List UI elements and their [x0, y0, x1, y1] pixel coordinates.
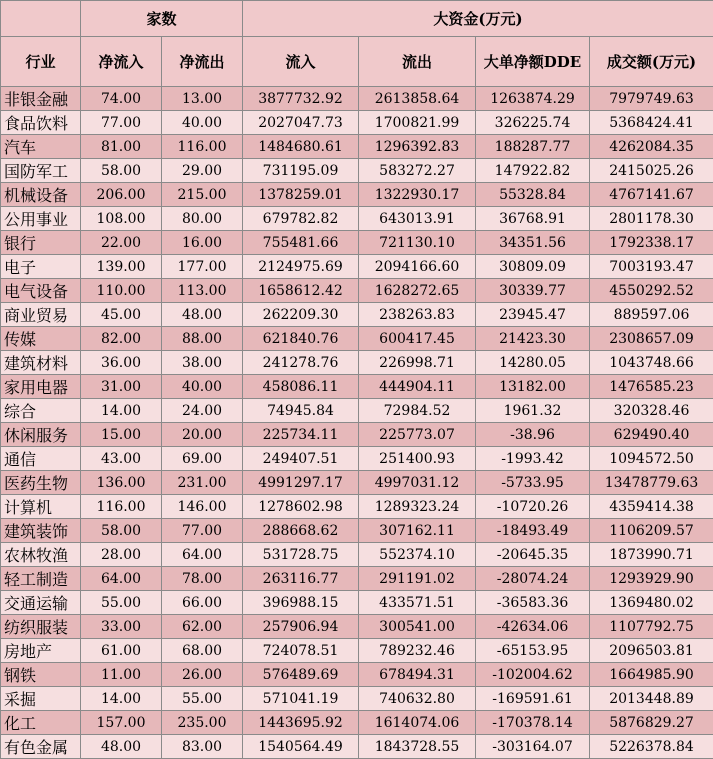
cell-outflow: 300541.00: [359, 615, 476, 639]
cell-industry: 通信: [1, 447, 81, 471]
header-group-row: [1, 1, 713, 37]
cell-turnover: 1664985.90: [590, 663, 713, 687]
cell-turnover: 889597.06: [590, 303, 713, 327]
cell-dde: 13182.00: [476, 375, 590, 399]
cell-inflow: 241278.76: [243, 351, 359, 375]
cell-net-out: 235.00: [162, 711, 243, 735]
column-header-net-in: 净流入: [81, 37, 162, 87]
cell-net-out: 116.00: [162, 135, 243, 159]
cell-outflow: 600417.45: [359, 327, 476, 351]
table-row: [1, 231, 713, 255]
cell-net-out: 88.00: [162, 327, 243, 351]
cell-inflow: 1443695.92: [243, 711, 359, 735]
cell-net-in: 136.00: [81, 471, 162, 495]
cell-outflow: 225773.07: [359, 423, 476, 447]
table-row: [1, 279, 713, 303]
cell-net-in: 82.00: [81, 327, 162, 351]
cell-inflow: 531728.75: [243, 543, 359, 567]
cell-outflow: 1843728.55: [359, 735, 476, 759]
column-header-outflow: 流出: [359, 37, 476, 87]
cell-dde: -303164.07: [476, 735, 590, 759]
cell-dde: 147922.82: [476, 159, 590, 183]
cell-outflow: 2094166.60: [359, 255, 476, 279]
cell-net-in: 77.00: [81, 111, 162, 135]
cell-industry: 食品饮料: [1, 111, 81, 135]
cell-dde: -18493.49: [476, 519, 590, 543]
cell-turnover: 320328.46: [590, 399, 713, 423]
cell-net-out: 77.00: [162, 519, 243, 543]
cell-inflow: 257906.94: [243, 615, 359, 639]
cell-industry: 计算机: [1, 495, 81, 519]
cell-inflow: 225734.11: [243, 423, 359, 447]
cell-dde: -65153.95: [476, 639, 590, 663]
cell-inflow: 3877732.92: [243, 87, 359, 111]
cell-net-out: 83.00: [162, 735, 243, 759]
cell-net-in: 157.00: [81, 711, 162, 735]
cell-net-out: 24.00: [162, 399, 243, 423]
cell-net-out: 38.00: [162, 351, 243, 375]
table-row: [1, 399, 713, 423]
cell-industry: 农林牧渔: [1, 543, 81, 567]
cell-turnover: 1107792.75: [590, 615, 713, 639]
table-row: [1, 447, 713, 471]
cell-industry: 纺织服装: [1, 615, 81, 639]
cell-outflow: 643013.91: [359, 207, 476, 231]
cell-industry: 银行: [1, 231, 81, 255]
cell-dde: -36583.36: [476, 591, 590, 615]
cell-turnover: 1094572.50: [590, 447, 713, 471]
cell-turnover: 7979749.63: [590, 87, 713, 111]
cell-industry: 家用电器: [1, 375, 81, 399]
table-row: [1, 87, 713, 111]
cell-dde: -102004.62: [476, 663, 590, 687]
cell-inflow: 1278602.98: [243, 495, 359, 519]
cell-inflow: 288668.62: [243, 519, 359, 543]
cell-turnover: 4262084.35: [590, 135, 713, 159]
cell-dde: -1993.42: [476, 447, 590, 471]
cell-dde: 21423.30: [476, 327, 590, 351]
cell-turnover: 4767141.67: [590, 183, 713, 207]
cell-industry: 汽车: [1, 135, 81, 159]
cell-net-out: 40.00: [162, 111, 243, 135]
cell-industry: 房地产: [1, 639, 81, 663]
cell-turnover: 13478779.63: [590, 471, 713, 495]
table-row: [1, 159, 713, 183]
cell-net-in: 61.00: [81, 639, 162, 663]
cell-inflow: 1658612.42: [243, 279, 359, 303]
cell-turnover: 5368424.41: [590, 111, 713, 135]
cell-inflow: 458086.11: [243, 375, 359, 399]
cell-outflow: 1700821.99: [359, 111, 476, 135]
table-row: [1, 519, 713, 543]
cell-outflow: 789232.46: [359, 639, 476, 663]
cell-outflow: 226998.71: [359, 351, 476, 375]
cell-outflow: 251400.93: [359, 447, 476, 471]
cell-net-out: 16.00: [162, 231, 243, 255]
cell-outflow: 4997031.12: [359, 471, 476, 495]
cell-industry: 电子: [1, 255, 81, 279]
cell-inflow: 755481.66: [243, 231, 359, 255]
cell-industry: 公用事业: [1, 207, 81, 231]
cell-inflow: 571041.19: [243, 687, 359, 711]
cell-turnover: 1043748.66: [590, 351, 713, 375]
cell-net-in: 11.00: [81, 663, 162, 687]
cell-net-in: 28.00: [81, 543, 162, 567]
table-row: [1, 255, 713, 279]
cell-turnover: 1476585.23: [590, 375, 713, 399]
cell-dde: 1263874.29: [476, 87, 590, 111]
header-column-row: [1, 37, 713, 87]
cell-net-in: 15.00: [81, 423, 162, 447]
cell-dde: 55328.84: [476, 183, 590, 207]
cell-outflow: 307162.11: [359, 519, 476, 543]
cell-dde: 14280.05: [476, 351, 590, 375]
cell-industry: 建筑装饰: [1, 519, 81, 543]
cell-inflow: 249407.51: [243, 447, 359, 471]
cell-net-in: 74.00: [81, 87, 162, 111]
cell-net-out: 68.00: [162, 639, 243, 663]
cell-inflow: 263116.77: [243, 567, 359, 591]
cell-turnover: 2308657.09: [590, 327, 713, 351]
cell-turnover: 2013448.89: [590, 687, 713, 711]
cell-outflow: 552374.10: [359, 543, 476, 567]
cell-turnover: 2096503.81: [590, 639, 713, 663]
header-corner: [1, 1, 81, 37]
cell-inflow: 74945.84: [243, 399, 359, 423]
cell-inflow: 679782.82: [243, 207, 359, 231]
cell-inflow: 621840.76: [243, 327, 359, 351]
cell-inflow: 396988.15: [243, 591, 359, 615]
cell-net-out: 48.00: [162, 303, 243, 327]
cell-outflow: 678494.31: [359, 663, 476, 687]
cell-turnover: 2415025.26: [590, 159, 713, 183]
cell-industry: 电气设备: [1, 279, 81, 303]
cell-industry: 化工: [1, 711, 81, 735]
cell-dde: 1961.32: [476, 399, 590, 423]
table-row: [1, 207, 713, 231]
cell-turnover: 629490.40: [590, 423, 713, 447]
cell-net-in: 33.00: [81, 615, 162, 639]
cell-dde: -38.96: [476, 423, 590, 447]
cell-industry: 建筑材料: [1, 351, 81, 375]
table-row: [1, 615, 713, 639]
cell-outflow: 1628272.65: [359, 279, 476, 303]
cell-dde: -169591.61: [476, 687, 590, 711]
cell-net-in: 45.00: [81, 303, 162, 327]
cell-net-in: 108.00: [81, 207, 162, 231]
cell-net-out: 113.00: [162, 279, 243, 303]
cell-net-out: 177.00: [162, 255, 243, 279]
cell-outflow: 2613858.64: [359, 87, 476, 111]
table-row: [1, 351, 713, 375]
cell-turnover: 5226378.84: [590, 735, 713, 759]
cell-outflow: 238263.83: [359, 303, 476, 327]
cell-industry: 医药生物: [1, 471, 81, 495]
cell-net-in: 43.00: [81, 447, 162, 471]
cell-net-in: 81.00: [81, 135, 162, 159]
cell-dde: 36768.91: [476, 207, 590, 231]
cell-dde: -42634.06: [476, 615, 590, 639]
cell-net-in: 31.00: [81, 375, 162, 399]
cell-outflow: 1322930.17: [359, 183, 476, 207]
cell-industry: 非银金融: [1, 87, 81, 111]
cell-outflow: 433571.51: [359, 591, 476, 615]
cell-inflow: 1484680.61: [243, 135, 359, 159]
cell-net-in: 36.00: [81, 351, 162, 375]
cell-industry: 交通运输: [1, 591, 81, 615]
cell-outflow: 72984.52: [359, 399, 476, 423]
cell-outflow: 444904.11: [359, 375, 476, 399]
cell-outflow: 721130.10: [359, 231, 476, 255]
cell-industry: 有色金属: [1, 735, 81, 759]
cell-outflow: 1289323.24: [359, 495, 476, 519]
cell-net-out: 26.00: [162, 663, 243, 687]
table-row: [1, 711, 713, 735]
cell-net-out: 55.00: [162, 687, 243, 711]
table-row: [1, 735, 713, 759]
cell-dde: -20645.35: [476, 543, 590, 567]
table-row: [1, 135, 713, 159]
cell-net-in: 14.00: [81, 687, 162, 711]
column-header-turnover: 成交额(万元): [590, 37, 713, 87]
table-row: [1, 327, 713, 351]
cell-net-in: 14.00: [81, 399, 162, 423]
table-row: [1, 687, 713, 711]
cell-turnover: 2801178.30: [590, 207, 713, 231]
cell-dde: -28074.24: [476, 567, 590, 591]
cell-net-out: 78.00: [162, 567, 243, 591]
cell-net-in: 58.00: [81, 519, 162, 543]
column-header-industry: 行业: [1, 37, 81, 87]
cell-net-out: 13.00: [162, 87, 243, 111]
cell-net-out: 40.00: [162, 375, 243, 399]
table-row: [1, 375, 713, 399]
cell-net-in: 110.00: [81, 279, 162, 303]
cell-industry: 传媒: [1, 327, 81, 351]
table-row: [1, 423, 713, 447]
cell-net-in: 55.00: [81, 591, 162, 615]
table-row: [1, 663, 713, 687]
cell-outflow: 1614074.06: [359, 711, 476, 735]
header-group-count: 家数: [81, 1, 243, 37]
cell-turnover: 4359414.38: [590, 495, 713, 519]
column-header-net-out: 净流出: [162, 37, 243, 87]
cell-industry: 综合: [1, 399, 81, 423]
cell-outflow: 583272.27: [359, 159, 476, 183]
cell-net-out: 80.00: [162, 207, 243, 231]
cell-net-out: 62.00: [162, 615, 243, 639]
cell-outflow: 740632.80: [359, 687, 476, 711]
cell-turnover: 1369480.02: [590, 591, 713, 615]
cell-dde: 30339.77: [476, 279, 590, 303]
cell-dde: -5733.95: [476, 471, 590, 495]
header-group-capital: 大资金(万元): [243, 1, 713, 37]
cell-net-in: 22.00: [81, 231, 162, 255]
column-header-inflow: 流入: [243, 37, 359, 87]
cell-outflow: 291191.02: [359, 567, 476, 591]
cell-inflow: 262209.30: [243, 303, 359, 327]
cell-dde: -10720.26: [476, 495, 590, 519]
table-row: [1, 111, 713, 135]
cell-inflow: 724078.51: [243, 639, 359, 663]
cell-net-out: 69.00: [162, 447, 243, 471]
cell-industry: 国防军工: [1, 159, 81, 183]
cell-industry: 采掘: [1, 687, 81, 711]
cell-inflow: 2027047.73: [243, 111, 359, 135]
table-row: [1, 567, 713, 591]
cell-turnover: 1106209.57: [590, 519, 713, 543]
cell-net-out: 66.00: [162, 591, 243, 615]
cell-net-out: 215.00: [162, 183, 243, 207]
cell-net-out: 20.00: [162, 423, 243, 447]
cell-dde: 188287.77: [476, 135, 590, 159]
cell-net-in: 48.00: [81, 735, 162, 759]
cell-turnover: 1873990.71: [590, 543, 713, 567]
cell-industry: 机械设备: [1, 183, 81, 207]
cell-inflow: 2124975.69: [243, 255, 359, 279]
cell-inflow: 4991297.17: [243, 471, 359, 495]
cell-net-in: 139.00: [81, 255, 162, 279]
cell-net-in: 116.00: [81, 495, 162, 519]
cell-net-in: 64.00: [81, 567, 162, 591]
cell-turnover: 1293929.90: [590, 567, 713, 591]
cell-turnover: 7003193.47: [590, 255, 713, 279]
cell-net-out: 64.00: [162, 543, 243, 567]
table-row: [1, 183, 713, 207]
cell-net-in: 206.00: [81, 183, 162, 207]
cell-turnover: 5876829.27: [590, 711, 713, 735]
table-row: [1, 471, 713, 495]
cell-outflow: 1296392.83: [359, 135, 476, 159]
table-row: [1, 303, 713, 327]
cell-dde: 30809.09: [476, 255, 590, 279]
table-row: [1, 495, 713, 519]
cell-industry: 休闲服务: [1, 423, 81, 447]
cell-inflow: 1378259.01: [243, 183, 359, 207]
cell-dde: -170378.14: [476, 711, 590, 735]
table-row: [1, 639, 713, 663]
table-body: [1, 87, 713, 759]
cell-industry: 商业贸易: [1, 303, 81, 327]
cell-inflow: 731195.09: [243, 159, 359, 183]
cell-net-out: 231.00: [162, 471, 243, 495]
cell-turnover: 1792338.17: [590, 231, 713, 255]
cell-dde: 34351.56: [476, 231, 590, 255]
cell-net-out: 146.00: [162, 495, 243, 519]
cell-net-out: 29.00: [162, 159, 243, 183]
cell-inflow: 1540564.49: [243, 735, 359, 759]
cell-turnover: 4550292.52: [590, 279, 713, 303]
cell-dde: 326225.74: [476, 111, 590, 135]
cell-dde: 23945.47: [476, 303, 590, 327]
cell-industry: 钢铁: [1, 663, 81, 687]
cell-net-in: 58.00: [81, 159, 162, 183]
table-row: [1, 591, 713, 615]
column-header-dde: 大单净额DDE: [476, 37, 590, 87]
cell-inflow: 576489.69: [243, 663, 359, 687]
cell-industry: 轻工制造: [1, 567, 81, 591]
table-row: [1, 543, 713, 567]
